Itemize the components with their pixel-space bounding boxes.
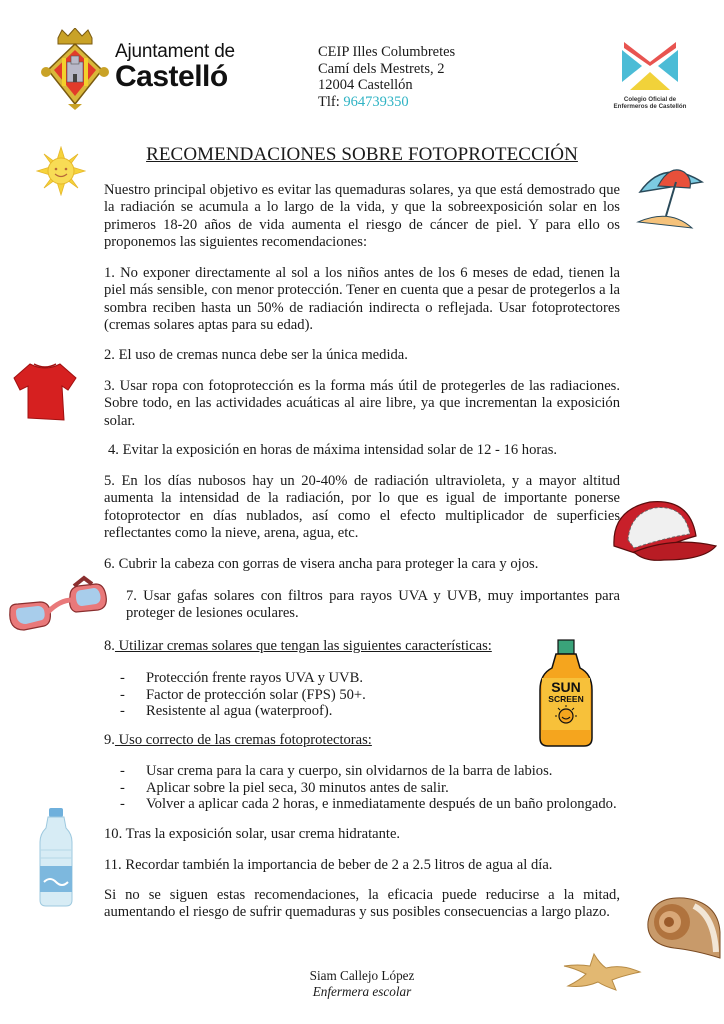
item8-number: 8. [104, 638, 115, 654]
colegio-line2: Enfermeros de Castellón [613, 103, 687, 110]
colegio-line1: Colegio Oficial de [623, 96, 677, 103]
list-item [120, 763, 620, 780]
ajuntament-line1: Ajuntament de [115, 41, 235, 62]
school-address-block [318, 44, 455, 110]
closing-paragraph: Si no se siguen estas recomendaciones, la eficacia puede reducirse a la mitad, aumentando el riesgo de sufrir quemaduras y sus posibles consecuencias a largo plazo. [104, 887, 620, 921]
bullet-dash: - [120, 686, 125, 703]
recommendation-3: 3. Usar ropa con fotoprotección es la forma más útil de protegerles de las radiaciones. Sobre todo, en las actividades acuáticas al aire libre, ya que incrementan la exposición solar. [104, 378, 620, 429]
bullet-dash: - [120, 763, 125, 779]
colegio-logo-text [602, 96, 698, 110]
sunscreen-label-sun: SUN [551, 679, 581, 695]
list-item [120, 780, 620, 797]
sun-icon [36, 146, 86, 196]
coat-of-arms-icon [40, 28, 110, 110]
colegio-enfermeros-logo-icon [620, 40, 680, 92]
bullet-text: Resistente al agua (waterproof). [146, 703, 333, 719]
recommendation-11: 11. Recordar también la importancia de beber de 2 a 2.5 litros de agua al día. [104, 857, 553, 873]
list-item [120, 796, 620, 813]
bullet-text: Volver a aplicar cada 2 horas, e inmediatamente después de un baño prolongado. [146, 796, 617, 812]
recommendation-2: 2. El uso de cremas nunca debe ser la única medida. [104, 347, 408, 363]
bullet-text: Protección frente rayos UVA y UVB. [146, 670, 363, 686]
recommendation-1: 1. No exponer directamente al sol a los niños antes de los 6 meses de edad, tienen la piel más sensible, con menor protección. Tener en cuenta que a pesar de protegerlos a la sombra reciben hasta un 50% de radiación indirecta o reflejada. Usar fotoprotectores (cremas solares aptas para su edad). [104, 265, 620, 334]
phone-label: Tlf: [318, 93, 340, 110]
item9-heading: Uso correcto de las cremas fotoprotectoras: [114, 732, 372, 748]
recommendation-5: 5. En los días nubosos hay un 20-40% de radiación ultravioleta, y a mayor altitud aumenta la intensidad de la radiación, por lo que es igual de importante ponerse fotoprotector en días nublados, así como el efecto multiplicador de superficies reflectantes como la nieve, arena, agua, etc. [104, 473, 620, 542]
ajuntament-line2: Castelló [115, 60, 228, 93]
beach-umbrella-icon [634, 162, 714, 232]
bullet-dash: - [120, 703, 125, 719]
item9-number: 9. [104, 732, 115, 748]
item8-heading: Utilizar cremas solares que tengan las siguientes características: [114, 638, 492, 654]
sunglasses-icon [4, 574, 118, 636]
recommendation-9-heading [104, 732, 620, 749]
bullet-dash: - [120, 779, 125, 796]
recommendation-6: 6. Cubrir la cabeza con gorras de visera ancha para proteger la cara y ojos. [104, 556, 539, 572]
water-bottle-icon [36, 806, 76, 908]
school-street: Camí dels Mestrets, 2 [318, 60, 445, 77]
recommendation-7: 7. Usar gafas solares con filtros para rayos UVA y UVB, muy importantes para proteger de lesiones oculares. [126, 588, 620, 622]
seashell-icon [644, 892, 722, 960]
cap-icon [604, 496, 720, 564]
signature-role: Enfermera escolar [312, 984, 412, 999]
item9-bullet-list [120, 763, 620, 813]
bullet-text: Usar crema para la cara y cuerpo, sin olvidarnos de la barra de labios. [146, 763, 553, 779]
signature-block [0, 968, 724, 1000]
bullet-dash: - [120, 796, 125, 812]
recommendation-10: 10. Tras la exposición solar, usar crema hidratante. [104, 826, 401, 842]
phone-number[interactable]: 964739350 [343, 93, 409, 110]
school-phone [318, 94, 455, 111]
school-name: CEIP Illes Columbretes [318, 44, 456, 60]
ajuntament-logo-text [115, 42, 235, 92]
bullet-dash: - [120, 670, 125, 686]
intro-paragraph: Nuestro principal objetivo es evitar las quemaduras solares, ya que está demostrado que la radiación se acumula a lo largo de la vida, y que la sobreexposición solar en los primeros 18-20 años de vida aumenta el riesgo de cáncer de piel. Y para ello os proponemos las siguientes recomendaciones: [104, 182, 620, 251]
sunscreen-label-screen: SCREEN [548, 694, 584, 704]
bullet-text: Aplicar sobre la piel seca, 30 minutos antes de salir. [146, 779, 449, 796]
signature-name: Siam Callejo López [309, 968, 415, 983]
page-title: RECOMENDACIONES SOBRE FOTOPROTECCIÓN [146, 144, 578, 165]
recommendation-4: 4. Evitar la exposición en horas de máxima intensidad solar de 12 - 16 horas. [108, 442, 558, 458]
bullet-text: Factor de protección solar (FPS) 50+. [146, 686, 366, 703]
tshirt-icon [12, 360, 78, 422]
school-city: 12004 Castellón [318, 77, 413, 93]
